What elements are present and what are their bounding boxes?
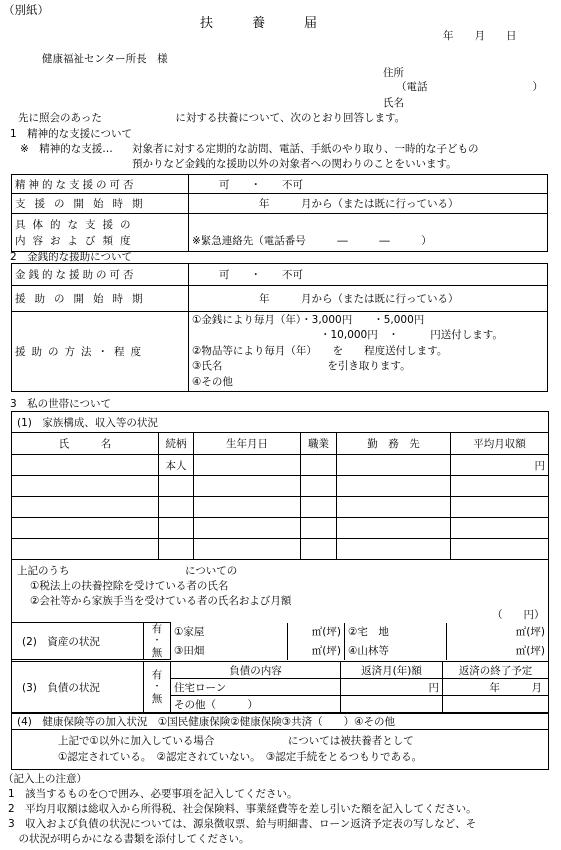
insurance-line1: 上記で①以外に加入している場合 については被扶養者として [58,735,414,747]
assets-field-unit: ㎡(坪) [288,641,345,660]
address-label: 住所 [383,67,404,79]
assets-house-unit: ㎡(坪) [288,623,345,642]
support-availability-label: 精神的な支援の可否 [12,175,189,194]
family-subheading: (1) 家族構成、収入等の状況 [17,417,158,429]
col-occupation: 職業 [301,433,337,455]
assets-table [11,622,549,660]
household-note-line2: ①税法上の扶養控除を受けている者の氏名 [30,580,229,592]
debt-label: (3) 負債の状況 [12,662,144,713]
support-start-label: 支援の開始時期 [12,194,189,214]
family-table [11,432,549,560]
col-income: 平均月収額 [451,433,549,455]
debt-housing-end[interactable]: 年 月 [443,679,549,696]
intro-text: 先に照会のあった に対する扶養について、次のとおり回答します。 [18,112,406,124]
table-row [12,497,549,518]
aid-method-options[interactable]: ①金銭により毎月（年）・3,000円 ・5,000円 ・10,000円 ・ 円送付します。 ②物品等により毎月（年） を 程度送付します。 ③氏名 を引き取ります。 ④その他 [189,312,548,392]
insurance-divider-2 [11,729,549,730]
section1-note-line2: 預かりなど金銭的な援助以外の対象者への関わりのことをいいます。 [132,158,457,170]
note-item-2: 2 平均月収額は総収入から所得税、社会保険料、事業経費等を差し引いた額を記入してください。 [8,803,477,815]
attachment-label: （別紙） [3,3,49,17]
col-workplace: 勤 務 先 [337,433,451,455]
section3-heading: 3 私の世帯について [10,398,111,410]
assets-land-unit: ㎡(坪) [447,623,549,642]
section2-heading: 2 金銭的な援助について [10,251,132,263]
table-row [12,518,549,539]
debt-table [11,661,549,713]
aid-start-label: 援助の開始時期 [12,286,189,312]
debt-col-amount: 返済月(年)額 [341,662,443,679]
household-note-line1: 上記のうち についての [17,565,238,577]
insurance-status[interactable]: (4) 健康保険等の加入状況 ①国民健康保険②健康保険③共済（ ）④その他 [17,716,396,728]
phone-label: （電話 ） [396,81,543,93]
support-availability-value[interactable]: 可 ・ 不可 [189,175,548,194]
insurance-line2[interactable]: ①認定されている。 ②認定されていない。 ③認定手続をとるつもりである。 [58,751,423,763]
col-name: 氏 名 [12,433,159,455]
note-item-3-cont: の状況が明らかになる書類を添付してください。 [8,833,250,845]
section1-note-mark: ※ 精神的な支援… [20,143,113,155]
aid-availability-label: 金銭的な援助の可否 [12,264,189,286]
debt-other[interactable]: その他（ ） [171,696,341,713]
name-label: 氏名 [383,97,404,109]
table-row [12,476,549,497]
assets-yes-no[interactable]: 有 ・ 無 [144,623,171,660]
assets-forest-unit: ㎡(坪) [447,641,549,660]
assets-house: ①家屋 [171,623,288,642]
support-detail-value[interactable]: ※緊急連絡先（電話番号 ― ― ） [189,214,548,252]
col-relation: 続柄 [159,433,194,455]
table-row [12,455,549,476]
assets-forest: ④山林等 [345,641,447,660]
debt-col-content: 負債の内容 [171,662,341,679]
support-start-value[interactable]: 年 月から（または既に行っている） [189,194,548,214]
aid-availability-value[interactable]: 可 ・ 不可 [189,264,548,286]
debt-col-end: 返済の終了予定 [443,662,549,679]
note-item-1: 1 該当するものを○で囲み、必要事項を記入してください。 [8,788,298,800]
section1-table [11,174,548,252]
section1-note-line1: 対象者に対する定期的な訪問、電話、手紙のやり取り、一時的な子どもの [132,143,479,155]
section1-heading: 1 精神的な支援について [10,128,132,140]
section2-table [11,263,548,392]
debt-housing-amount[interactable]: 円 [341,679,443,696]
addressee: 健康福祉センター所長 様 [42,53,168,65]
date-fields: 年 月 日 [443,30,517,42]
assets-field: ③田畑 [171,641,288,660]
household-note-amount: （ 円） [492,609,545,621]
note-item-3: 3 収入および負債の状況については、源泉徴収票、給与明細書、ローン返済予定表の写しなど、そ [8,818,477,830]
assets-label: (2) 資産の状況 [12,623,144,660]
debt-yes-no[interactable]: 有 ・ 無 [144,662,171,713]
debt-housing-loan: 住宅ローン [171,679,341,696]
support-detail-label: 具体的な支援の 内容および頻度 [12,214,189,252]
notes-heading: （記入上の注意） [3,773,87,785]
aid-start-value[interactable]: 年 月から（または既に行っている） [189,286,548,312]
form-title: 扶 養 届 [200,16,318,31]
income-yen[interactable]: 円 [451,455,549,476]
col-birthdate: 生年月日 [194,433,301,455]
assets-land: ②宅 地 [345,623,447,642]
household-note-line3: ②会社等から家族手当を受けている者の氏名および月額 [30,595,292,607]
relation-self: 本人 [159,455,194,476]
aid-method-label: 援助の方法・程度 [12,312,189,392]
table-row [12,539,549,560]
